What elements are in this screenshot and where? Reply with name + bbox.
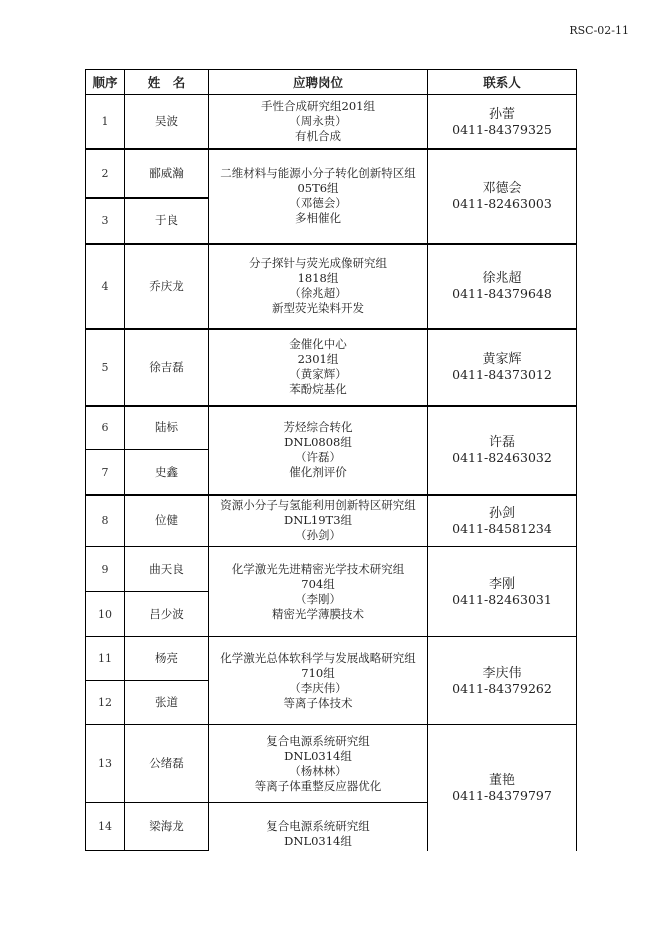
applicant-name: 吴波 (155, 114, 178, 128)
position-line: 化学激光先进精密光学技术研究组 (231, 561, 405, 576)
row-divider (85, 494, 576, 496)
position-line: DNL0808组 (284, 435, 352, 449)
header-position-label: 应聘岗位 (292, 74, 343, 90)
row-order-cell (85, 449, 125, 495)
applicant-name: 乔庆龙 (149, 278, 184, 293)
row-order-cell (85, 636, 125, 681)
position-line: （黄家辉） (289, 367, 347, 381)
applicant-name: 曲天良 (149, 561, 184, 576)
row-divider (85, 405, 576, 407)
position-line: 等离子体技术 (283, 695, 353, 710)
row-order: 11 (98, 652, 112, 665)
contact-name: 李刚 (488, 576, 515, 592)
row-order: 13 (98, 757, 112, 770)
applicant-name: 梁海龙 (149, 819, 184, 833)
row-divider (85, 197, 208, 199)
row-order-cell (85, 197, 125, 244)
contact-phone: 0411-82463032 (452, 450, 552, 465)
contact-name: 孙剑 (488, 505, 515, 521)
row-order: 12 (98, 696, 112, 709)
contact-phone: 0411-84581234 (452, 520, 552, 536)
header-contact (427, 69, 577, 95)
contact-cell (427, 724, 577, 851)
position-line: 等离子体重整反应器优化 (254, 778, 382, 793)
row-order-cell (85, 148, 125, 198)
position-cell (208, 724, 428, 803)
contact-cell (427, 636, 577, 725)
row-order-cell (85, 328, 125, 406)
row-order-cell (85, 243, 125, 329)
header-name-label: 姓 名 (147, 74, 186, 90)
position-line: （李庆伟） (289, 680, 347, 695)
row-order: 4 (101, 279, 109, 293)
applicant-name: 吕少波 (149, 606, 184, 621)
row-order-cell (85, 724, 125, 803)
header-contact-label: 联系人 (483, 74, 521, 90)
row-order: 6 (101, 421, 109, 434)
contact-cell (427, 328, 577, 406)
position-line: 二维材料与能源小分子转化创新特区组 (220, 166, 416, 180)
row-order-cell (85, 546, 125, 592)
position-cell (208, 328, 428, 406)
row-order: 3 (101, 214, 109, 227)
contact-cell (427, 546, 577, 637)
applicant-name: 郦威瀚 (149, 165, 184, 180)
position-line: 有机合成 (295, 129, 341, 143)
position-cell (208, 802, 428, 851)
position-line: 苯酚烷基化 (289, 382, 347, 396)
row-order: 9 (101, 562, 109, 576)
row-order-cell (85, 591, 125, 637)
document-code: RSC-02-11 (569, 24, 629, 37)
position-line: 化学激光总体软科学与发展战略研究组 (220, 650, 416, 665)
row-order-cell (85, 494, 125, 547)
row-order: 2 (101, 166, 109, 180)
contact-phone: 0411-84379797 (452, 788, 552, 803)
contact-phone: 0411-84373012 (452, 367, 552, 382)
position-cell (208, 405, 428, 495)
row-order: 7 (101, 465, 109, 479)
position-line: （孙剑） (295, 528, 341, 542)
row-name-cell (124, 197, 209, 244)
applicant-name: 陆标 (155, 420, 178, 434)
position-line: 精密光学薄膜技术 (272, 606, 364, 621)
row-name-cell (124, 328, 209, 406)
contact-phone: 0411-82463031 (452, 591, 552, 607)
position-cell (208, 636, 428, 725)
position-line: 704组 (301, 576, 335, 591)
contact-name: 李庆伟 (482, 665, 522, 681)
row-order-cell (85, 680, 125, 725)
row-order: 10 (98, 607, 112, 621)
applicant-name: 公绪磊 (149, 756, 184, 770)
row-name-cell (124, 405, 209, 450)
row-order-cell (85, 802, 125, 851)
row-name-cell (124, 494, 209, 547)
row-order-cell (85, 94, 125, 149)
applicant-name: 杨亮 (155, 651, 178, 665)
position-cell (208, 494, 428, 547)
applicant-name: 张道 (155, 695, 178, 709)
contact-cell (427, 148, 577, 244)
contact-cell (427, 243, 577, 329)
position-line: （周永贵） (289, 114, 347, 128)
position-line: 复合电源系统研究组 (266, 819, 370, 833)
row-name-cell (124, 680, 209, 725)
position-line: 05T6组 (297, 181, 339, 195)
contact-name: 董艳 (488, 773, 515, 788)
contact-phone: 0411-84379648 (452, 286, 552, 301)
contact-name: 孙蕾 (488, 106, 515, 122)
position-line: （邓德会） (289, 196, 347, 210)
applicant-name: 于良 (155, 213, 178, 227)
header-name (124, 69, 209, 95)
position-line: 710组 (301, 665, 335, 680)
position-line: 新型荧光染料开发 (272, 301, 364, 315)
row-name-cell (124, 591, 209, 637)
position-line: 手性合成研究组201组 (261, 99, 375, 113)
contact-phone: 0411-84379325 (452, 121, 552, 137)
row-divider (85, 328, 576, 330)
position-line: 多相催化 (295, 211, 341, 225)
position-cell (208, 243, 428, 329)
position-line: 资源小分子与氢能利用创新特区研究组 (220, 498, 416, 512)
contact-name: 邓德会 (482, 181, 522, 196)
row-name-cell (124, 636, 209, 681)
position-line: DNL0314组 (284, 834, 352, 848)
position-line: （杨林林） (289, 763, 347, 778)
header-position (208, 69, 428, 95)
row-order: 5 (101, 360, 109, 374)
row-divider (85, 243, 576, 245)
position-line: 分子探针与荧光成像研究组 (249, 256, 387, 270)
row-name-cell (124, 94, 209, 149)
applicant-name: 史鑫 (155, 464, 178, 479)
position-cell (208, 148, 428, 244)
contact-phone: 0411-82463003 (452, 196, 552, 211)
contact-cell (427, 94, 577, 149)
contact-cell (427, 405, 577, 495)
row-order-cell (85, 405, 125, 450)
row-divider (85, 148, 576, 150)
contact-name: 黄家辉 (482, 352, 522, 367)
row-name-cell (124, 148, 209, 198)
position-line: 催化剂评价 (289, 465, 347, 479)
applicant-name: 徐吉磊 (149, 359, 184, 374)
header-order (85, 69, 125, 95)
position-line: 1818组 (297, 271, 339, 285)
position-line: 芳烃综合转化 (283, 420, 353, 434)
applicant-name: 位健 (155, 513, 178, 527)
position-line: 金催化中心 (289, 337, 347, 351)
position-line: 2301组 (297, 352, 339, 366)
position-cell (208, 94, 428, 149)
position-line: 复合电源系统研究组 (266, 733, 370, 748)
row-order: 14 (98, 820, 112, 833)
row-name-cell (124, 802, 209, 851)
position-line: （许磊） (295, 450, 341, 464)
contact-name: 许磊 (488, 435, 515, 450)
position-line: （徐兆超） (289, 286, 347, 300)
position-line: （李刚） (295, 591, 341, 606)
position-line: DNL19T3组 (283, 513, 353, 527)
position-cell (208, 546, 428, 637)
header-order-label: 顺序 (92, 74, 118, 90)
row-order: 8 (101, 514, 109, 527)
position-line: DNL0314组 (284, 748, 352, 763)
row-name-cell (124, 243, 209, 329)
row-name-cell (124, 449, 209, 495)
contact-cell (427, 494, 577, 547)
row-name-cell (124, 724, 209, 803)
contact-name: 徐兆超 (482, 271, 522, 286)
row-order: 1 (101, 115, 109, 128)
contact-phone: 0411-84379262 (452, 680, 552, 696)
row-name-cell (124, 546, 209, 592)
